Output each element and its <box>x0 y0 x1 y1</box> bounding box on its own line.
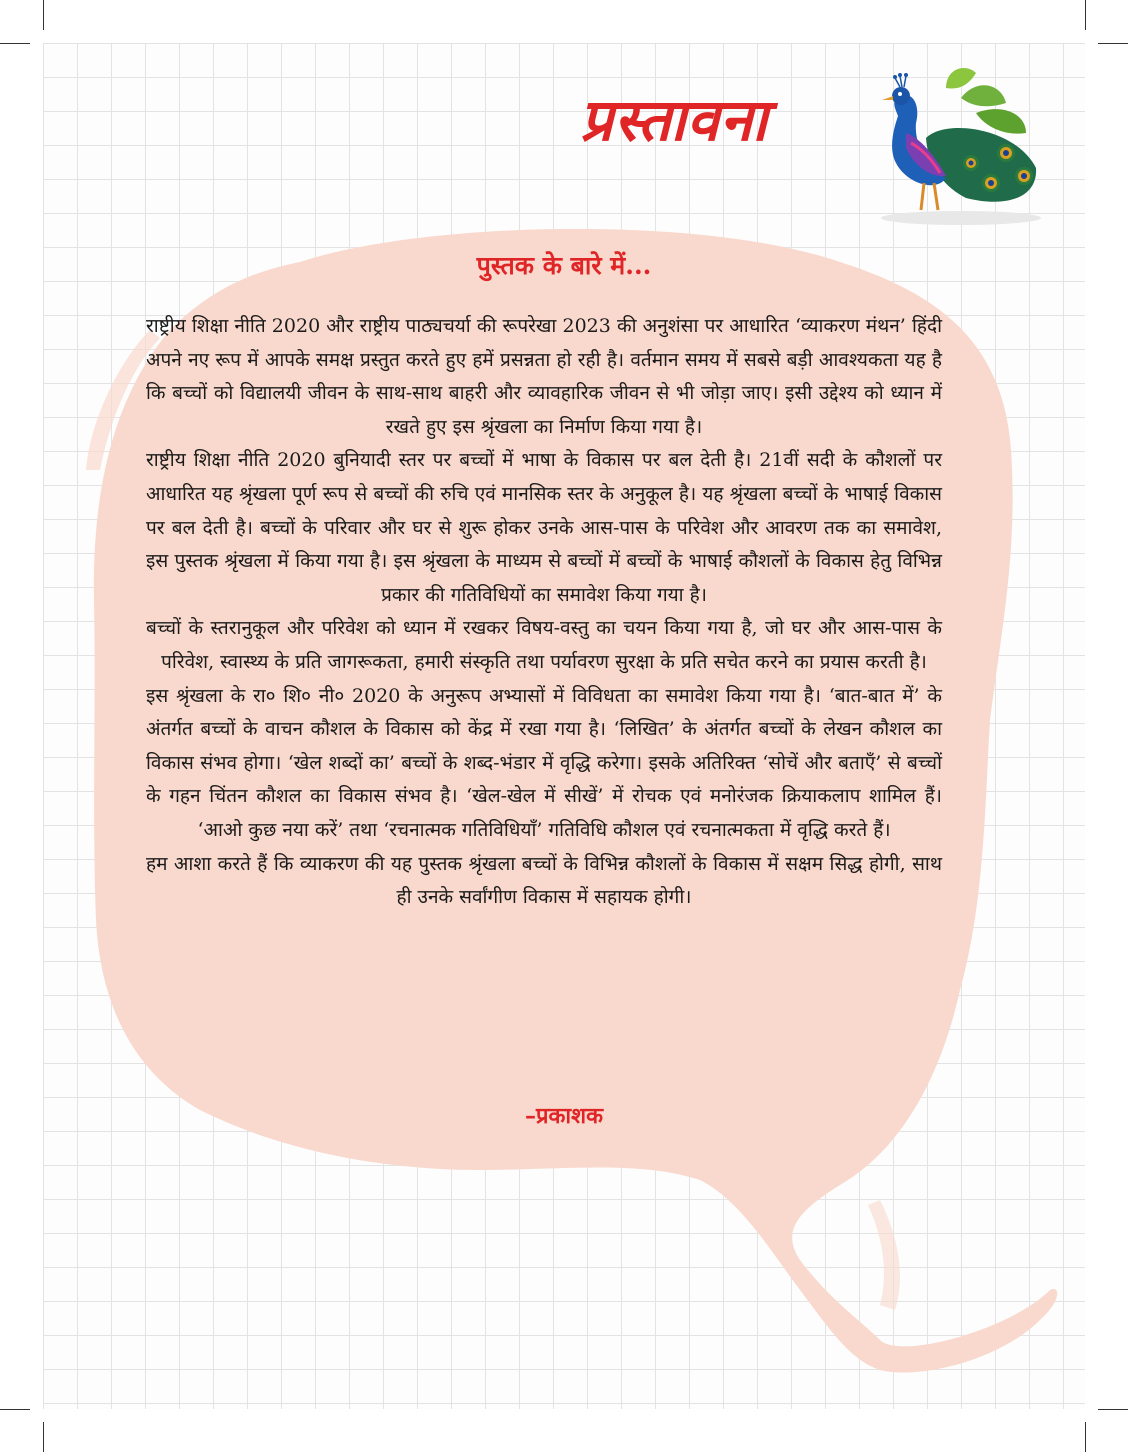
publisher-signature: –प्रकाशक <box>525 1103 603 1129</box>
section-subtitle: पुस्तक के बारे में... <box>476 251 652 280</box>
paragraph: राष्ट्रीय शिक्षा नीति 2020 बुनियादी स्तर पर बच्चों में भाषा के विकास पर बल देती है। 21वीं सदी के कौशलों पर आधारित यह श्रृंखला पूर्ण रूप से बच्चों की रुचि एवं मानसिक स्तर के अनुकूल है। यह श्रृंखला बच्चों के भाषाई विकास पर बल देती है। बच्चों के परिवार और घर से शुरू होकर उनके आस-पास के परिवेश और आवरण तक का समावेश, इस पुस्तक श्रृंखला में किया गया है। इस श्रृंखला के माध्यम से बच्चों में बच्चों के भाषाई कौशलों के विकास हेतु विभिन्न प्रकार की गतिविधियों का समावेश किया गया है। <box>146 449 942 606</box>
paragraph: हम आशा करते हैं कि व्याकरण की यह पुस्तक श्रृंखला बच्चों के विभिन्न कौशलों के विकास में सक्षम सिद्ध होगी, साथ ही उनके सर्वांगीण विकास में सहायक होगी। <box>146 852 942 909</box>
preface-body <box>146 310 942 915</box>
paragraph: राष्ट्रीय शिक्षा नीति 2020 और राष्ट्रीय पाठ्यचर्या की रूपरेखा 2023 की अनुशंसा पर आधारित ‘व्याकरण मंथन’ हिंदी अपने नए रूप में आपके समक्ष प्रस्तुत करते हुए हमें प्रसन्नता हो रही है। वर्तमान समय में सबसे बड़ी आवश्यकता यह है कि बच्चों को विद्यालयी जीवन के साथ-साथ बाहरी और व्यावहारिक जीवन से भी जोड़ा जाए। इसी उद्देश्य को ध्यान में रखते हुए इस श्रृंखला का निर्माण किया गया है। <box>146 315 942 438</box>
peacock-illustration <box>866 58 1046 228</box>
paragraph: बच्चों के स्तरानुकूल और परिवेश को ध्यान में रखकर विषय-वस्तु का चयन किया गया है, जो घर और आस-पास के परिवेश, स्वास्थ्य के प्रति जागरूकता, हमारी संस्कृति तथा पर्यावरण सुरक्षा के प्रति सचेत करने का प्रयास करती है। <box>146 617 942 673</box>
page-title: प्रस्तावना <box>580 86 769 154</box>
paragraph: इस श्रृंखला के रा० शि० नी० 2020 के अनुरूप अभ्यासों में विविधता का समावेश किया गया है। ‘बात-बात में’ के अंतर्गत बच्चों के वाचन कौशल के विकास को केंद्र में रखा गया है। ‘लिखित’ के अंतर्गत बच्चों के लेखन कौशल का विकास संभव होगा। ‘खेल शब्दों का’ बच्चों के शब्द-भंडार में वृद्धि करेगा। इसके अतिरिक्त ‘सोचें और बताएँ’ से बच्चों के गहन चिंतन कौशल का विकास संभव है। ‘खेल-खेल में सीखें’ में रोचक एवं मनोरंजक क्रियाकलाप शामिल हैं। ‘आओ कुछ नया करें’ तथा ‘रचनात्मक गतिविधियाँ’ गतिविधि कौशल एवं रचनात्मकता में वृद्धि करते हैं। <box>146 684 942 841</box>
